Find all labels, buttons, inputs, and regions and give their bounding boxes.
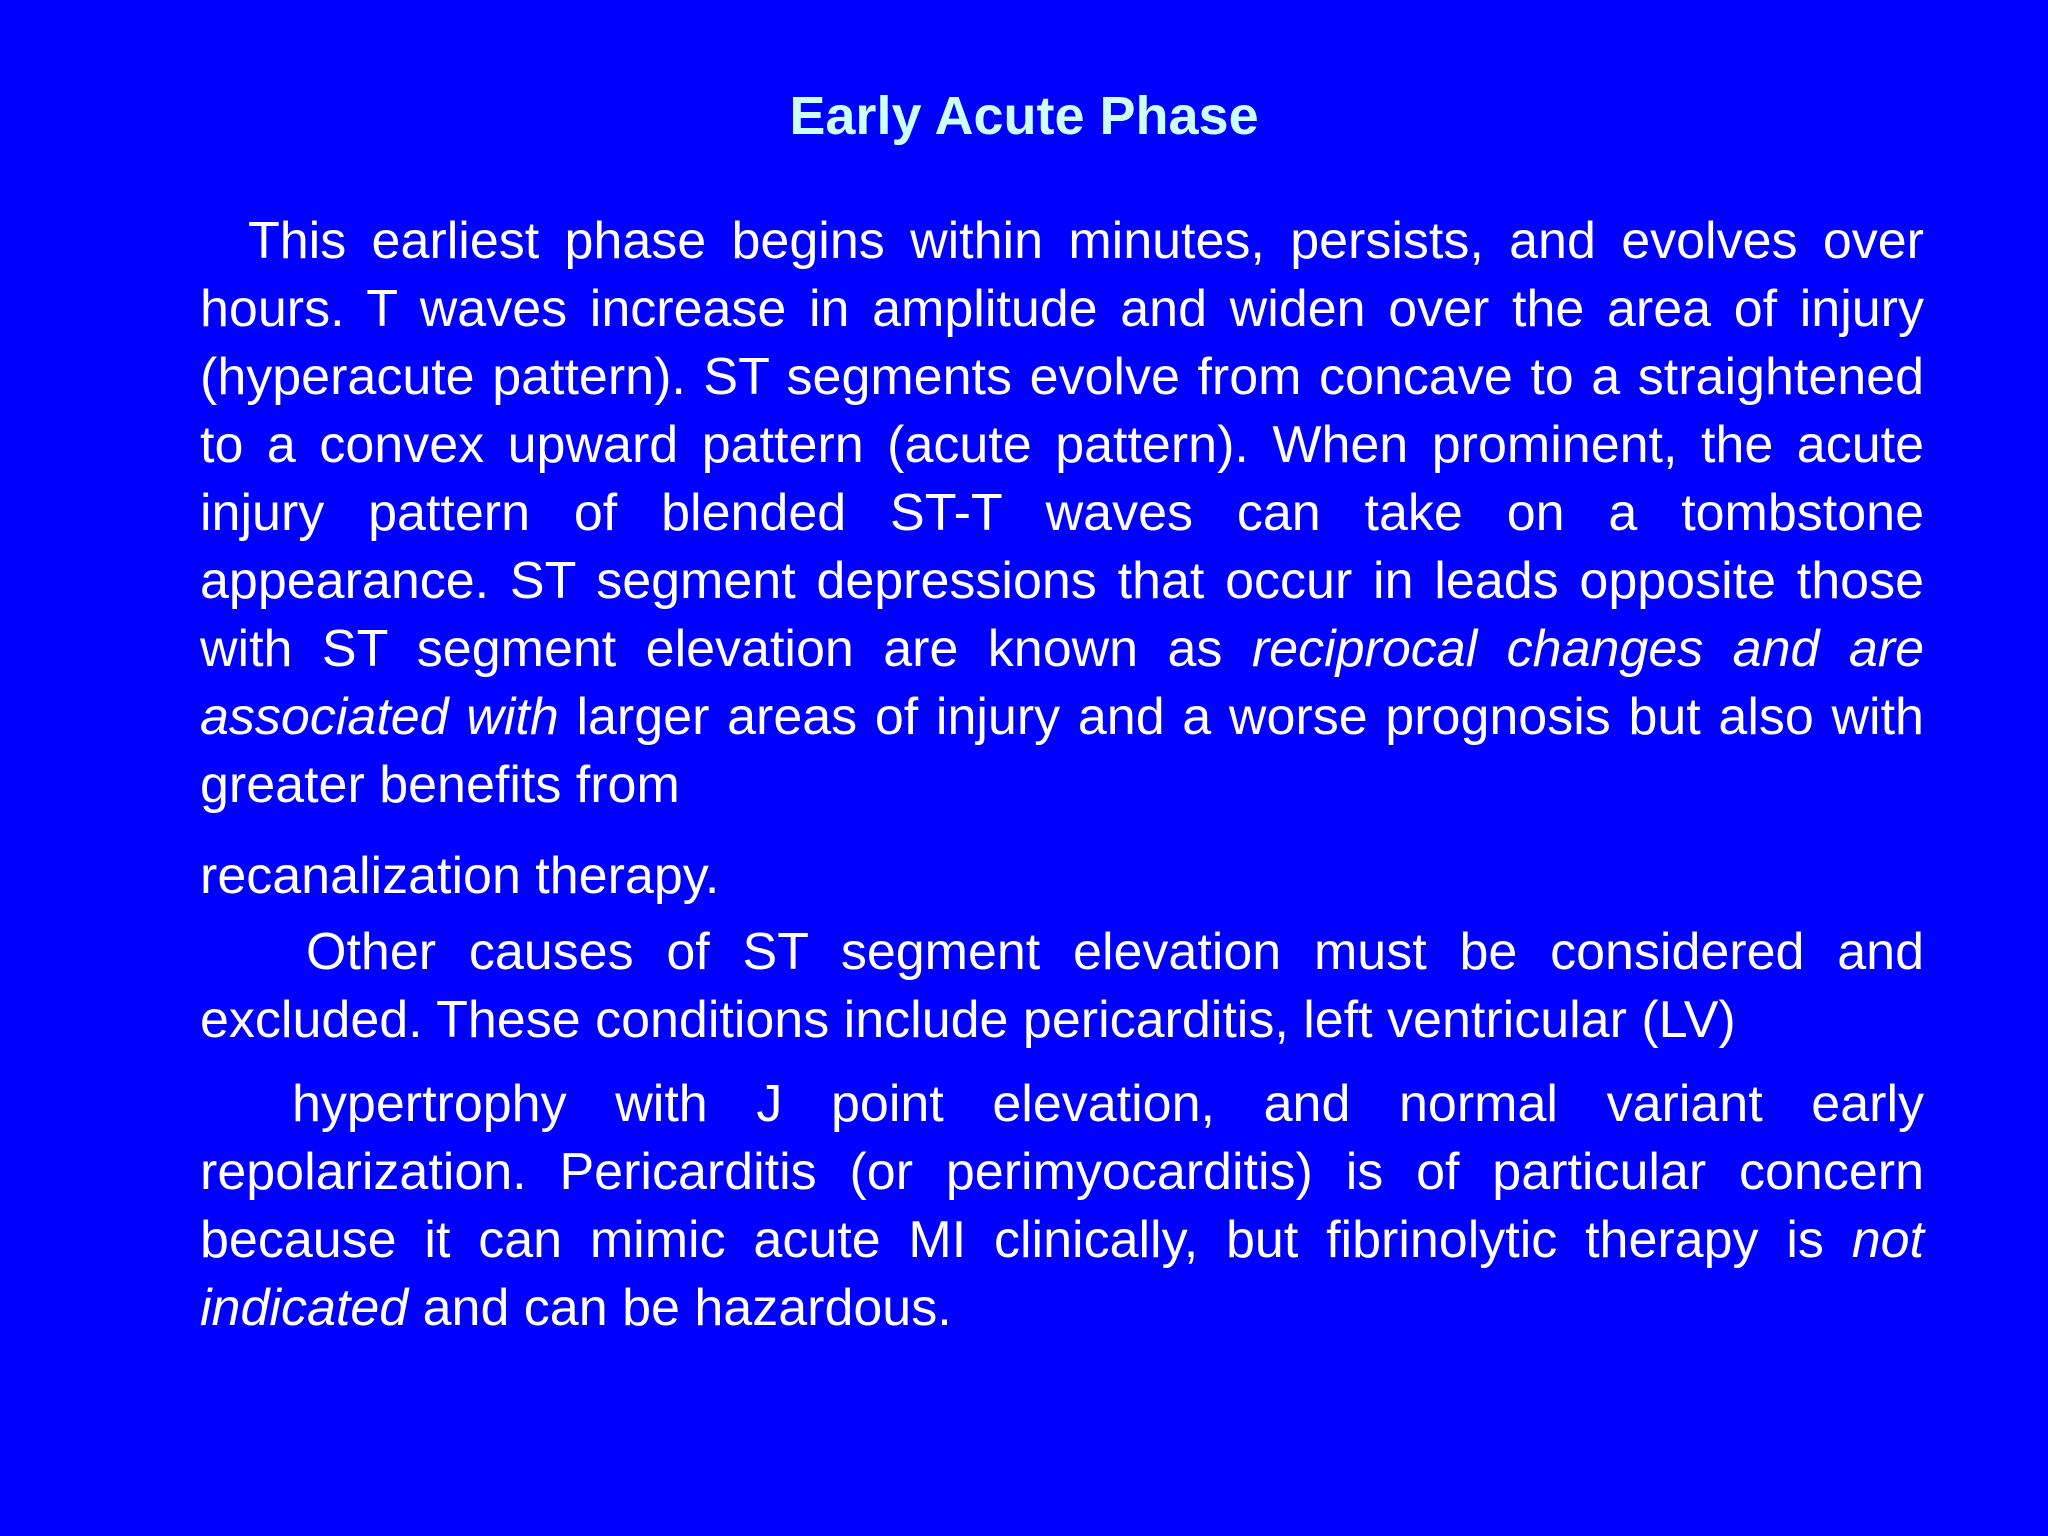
paragraph-italic-text: not indicated xyxy=(200,1211,1924,1337)
paragraph-text: hypertrophy with J point elevation, and normal variant early repolarization. Pericarditis (or perimyocarditis) is of particular concern because it can mimic acute MI clinically, but fibrinolytic therapy is xyxy=(200,1075,1924,1269)
paragraph-text: This earliest phase begins within minutes, persists, and evolves over hours. T waves increase in amplitude and widen over the area of injury (hyperacute pattern). ST segments evolve from concave to a straightened to a convex upward pattern (acute pattern). When prominent, the acute injury pattern of blended ST-T waves can take on a tombstone appearance. ST segment depressions that occur in leads opposite those with ST segment elevation are known as xyxy=(200,212,1924,678)
paragraph-early-acute-phase-description xyxy=(200,207,1924,819)
paragraph-text: larger areas of injury and a worse prognosis but also with greater benefits from xyxy=(200,688,1924,814)
paragraph-pericarditis-concern xyxy=(200,1070,1924,1342)
paragraph-text: and can be hazardous. xyxy=(408,1279,952,1337)
paragraph-italic-text: reciprocal changes and are associated with xyxy=(200,620,1924,746)
paragraph-recanalization-therapy: recanalization therapy. xyxy=(200,847,720,905)
paragraph-other-causes: Other causes of ST segment elevation must be considered and excluded. These conditions include pericarditis, left ventricular (LV) xyxy=(200,923,1924,1049)
slide-title: Early Acute Phase xyxy=(789,86,1259,146)
